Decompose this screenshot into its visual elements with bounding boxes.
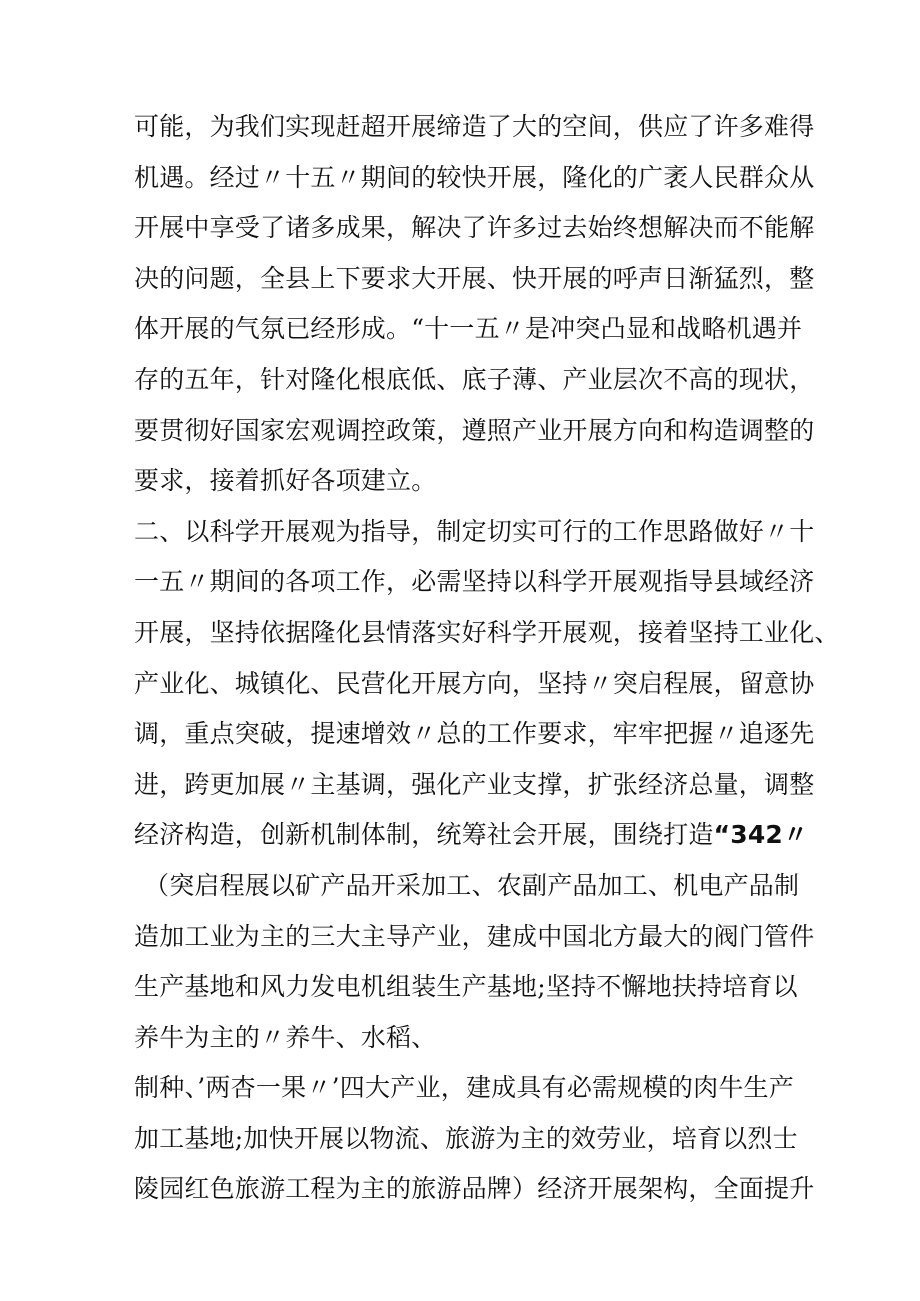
text-line: 决的问题，全县上下要求大开展、快开展的呼声日渐猛烈，整	[134, 263, 815, 293]
bold-number: “342〃	[713, 820, 809, 850]
text-line: 造加工业为主的三大主导产业，建成中国北方最大的阀门管件	[134, 921, 815, 951]
text-line: 产业化、城镇化、民营化开展方向，坚持〃突启程展，留意协	[134, 668, 815, 698]
text-line: 存的五年，针对隆化根底低、底子薄、产业层次不高的现状，	[134, 364, 815, 394]
text-line: 调，重点突破，提速增效〃总的工作要求，牢牢把握〃追逐先	[134, 719, 815, 749]
text-line: 二、以科学开展观为指导，制定切实可行的工作思路做好〃十	[134, 516, 815, 546]
text-line: 陵园红色旅游工程为主的旅游品牌）经济开展架构，全面提升	[134, 1174, 815, 1204]
body-text	[134, 102, 840, 1215]
text-fragment: 经济构造，创新机制体制，统筹社会开展，围绕打造	[134, 820, 714, 850]
text-line: 开展中享受了诸多成果，解决了许多过去始终想解决而不能解	[134, 213, 815, 243]
text-line: 可能，为我们实现赶超开展缔造了大的空间，供应了许多难得	[134, 112, 815, 141]
text-line: 加工基地;加快开展以物流、旅游为主的效劳业，培育以烈士	[134, 1123, 798, 1153]
text-line: 进，跨更加展〃主基调，强化产业支撑，扩张经济总量，调整	[134, 769, 815, 799]
text-line: （突启程展以矿产品开采加工、农副产品加工、机电产品制	[144, 870, 800, 900]
text-line: 体开展的气氛已经形成。“十一五〃是冲突凸显和战略机遇并	[134, 314, 803, 344]
text-line: 机遇。经过〃十五〃期间的较快开展，隆化的广袤人民群众从	[134, 162, 815, 192]
text-line: 制种、’两杏一果〃’四大产业，建成具有必需规模的肉牛生产	[134, 1073, 794, 1103]
text-line: 一五〃期间的各项工作，必需坚持以科学开展观指导县域经济	[134, 567, 815, 597]
text-line: 开展，坚持依据隆化县情落实好科学开展观，接着坚持工业化、	[134, 617, 840, 647]
text-line: 要贯彻好国家宏观调控政策，遵照产业开展方向和构造调整的	[134, 415, 815, 445]
text-line-with-number	[134, 810, 809, 861]
text-line: 生产基地和风力发电机组装生产基地;坚持不懈地扶持培育以	[134, 972, 798, 1002]
text-line: 要求，接着抓好各项建立。	[134, 466, 437, 496]
text-line: 养牛为主的〃养牛、水稻、	[134, 1022, 437, 1052]
